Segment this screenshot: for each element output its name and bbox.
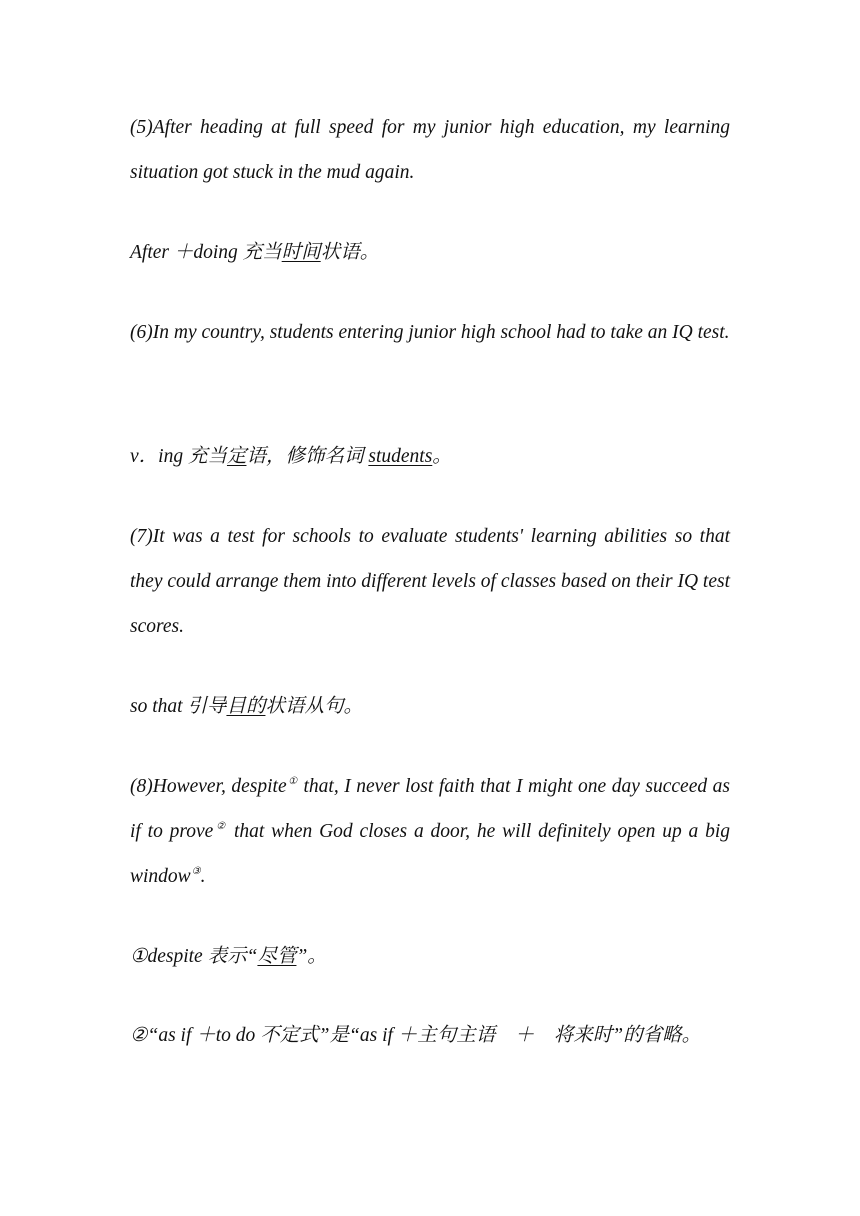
note-7-pre: so that 引导 [130,696,227,717]
note-8b-text: ②“as if ＋to do 不定式”是“as if ＋主句主语 ＋ 将来时”的省略。 [130,1025,702,1046]
note-6-underlined: 定 [226,446,247,467]
sentence-5 [130,105,730,195]
note-5-pre: After ＋doing 充当 [130,242,282,263]
note-6-mid: 语，修饰名词 [246,446,369,467]
footnote-marker-3: ③ [191,866,201,877]
note-8a-post: ”。 [296,946,327,967]
sentence-6-text: (6)In my country, students entering junior high school had to take an IQ test. [130,322,730,343]
note-5 [130,230,730,275]
note-8b [130,1013,730,1058]
sentence-7 [130,514,730,649]
note-8a-pre: ①despite 表示“ [130,946,258,967]
sentence-8-part-2: that, I never lost faith that I might one day succeed as if to prove [130,776,731,842]
sentence-8-part-3: that when God closes a door, he will definitely open up a big window [130,821,731,887]
sentence-8-part-1: (8)However, despite [130,776,287,797]
footnote-marker-1: ① [287,776,298,787]
note-8a [130,934,730,979]
sentence-8 [130,764,730,899]
note-7 [130,684,730,729]
note-7-post: 状语从句。 [265,696,363,717]
note-8a-underlined: 尽管 [257,946,297,967]
sentence-5-text: (5)After heading at full speed for my junior high education, my learning situation got stuck in the mud again. [130,117,730,183]
footnote-marker-2: ② [214,821,228,832]
note-6-underlined-2: students [368,446,433,467]
note-6 [130,434,730,479]
sentence-6 [130,310,730,355]
note-5-post: 状语。 [320,242,380,263]
sentence-7-text: (7)It was a test for schools to evaluate students' learning abilities so that they could arrange them into different levels of classes based on their IQ test scores. [130,526,730,637]
sentence-8-part-4: . [200,866,206,887]
note-5-underlined: 时间 [281,242,321,263]
note-7-underlined: 目的 [226,696,266,717]
note-6-pre: v．ing 充当 [130,446,227,467]
note-6-post: 。 [432,446,452,467]
